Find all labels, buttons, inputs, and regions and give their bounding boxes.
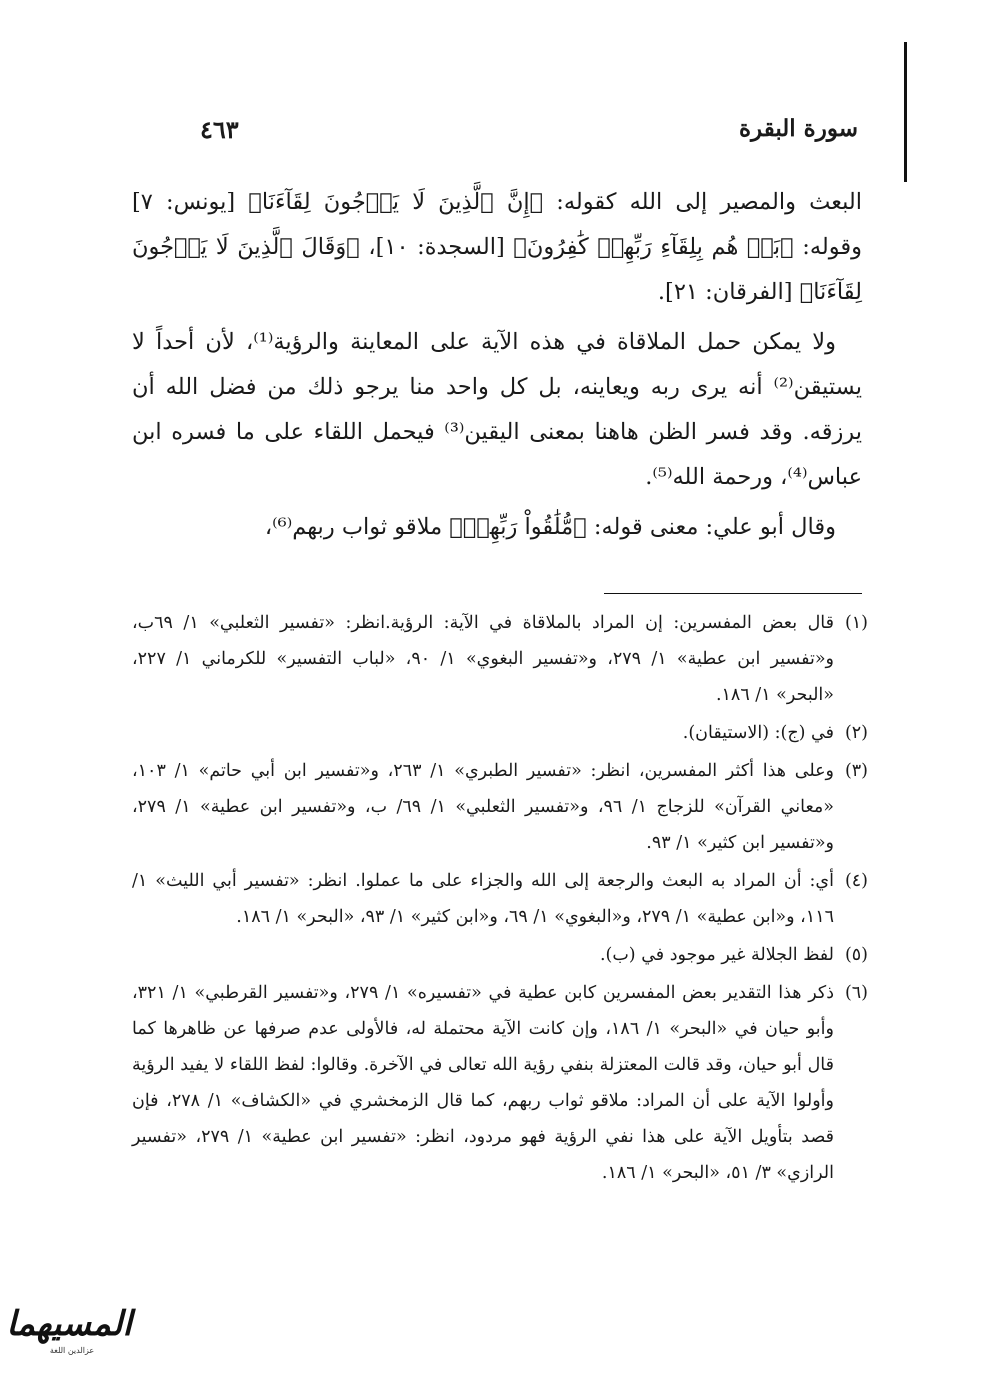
paragraph-3: وقال أبو علي: معنى قوله: ﴿مُّلَٰقُواْ رَبِّهِمۡ﴾ ملاقو ثواب ربهم⁽⁶⁾،: [264, 514, 836, 540]
watermark-logo-text: المسيهما: [6, 1304, 132, 1344]
page-edge-line: [904, 42, 907, 182]
footnote-5: [132, 937, 868, 973]
page-number: ٤٦٣: [200, 115, 239, 144]
footnote-number: (٥): [844, 945, 868, 965]
footnote-number: (١): [844, 613, 868, 633]
footnote-text: قال بعض المفسرين: إن المراد بالملاقاة في الآية: الرؤية.انظر: «تفسير الثعلبي» ١/ ٦٩ب، و«تفسير ابن عطية» ١/ ٢٧٩، و«تفسير البغوي» ١/ ٩٠، «لباب التفسير» للكرماني ١/ ٢٢٧، «البحر» ١/ ١٨٦.: [132, 613, 834, 705]
surah-title: سورة البقرة: [738, 115, 858, 142]
footnote-separator: [604, 593, 862, 594]
footnote-number: (٦): [844, 983, 868, 1003]
footnote-number: (٣): [844, 761, 868, 781]
footnote-text: وعلى هذا أكثر المفسرين، انظر: «تفسير الطبري» ١/ ٢٦٣، و«تفسير ابن أبي حاتم» ١/ ١٠٣، «معاني القرآن» للزجاج ١/ ٩٦، و«تفسير الثعلبي» ١/ ٦٩/ ب، و«تفسير ابن عطية» ١/ ٢٧٩، و«تفسير ابن كثير» ١/ ٩٣.: [132, 761, 834, 853]
footnotes: [132, 605, 868, 1193]
main-text: [132, 180, 862, 555]
footnote-number: (٤): [844, 871, 868, 891]
footnote-3: [132, 753, 868, 861]
watermark-logo: [6, 1300, 132, 1362]
footnote-text: لفظ الجلالة غير موجود في (ب).: [599, 945, 834, 965]
footnote-1: [132, 605, 868, 713]
footnote-text: في (ج): (الاستيقان).: [682, 723, 834, 743]
footnote-2: [132, 715, 868, 751]
watermark-logo-subtext: عزالدين اللغة: [49, 1346, 95, 1355]
page-header: [200, 115, 858, 149]
footnote-4: [132, 863, 868, 935]
footnote-number: (٢): [844, 723, 868, 743]
paragraph-2: ولا يمكن حمل الملاقاة في هذه الآية على المعاينة والرؤية⁽¹⁾، لأن أحداً لا يستيقن⁽²⁾ أنه يرى ربه ويعاينه، بل كل واحد منا يرجو ذلك من فضل الله أن يرزقه. وقد فسر الظن هاهنا بمعنى اليقين⁽³⁾ فيحمل اللقاء على ما فسره ابن عباس⁽⁴⁾، ورحمة الله⁽⁵⁾.: [132, 329, 862, 490]
footnote-text: أي: أن المراد به البعث والرجعة إلى الله والجزاء على ما عملوا. انظر: «تفسير أبي الليث» ١/ ١١٦، و«ابن عطية» ١/ ٢٧٩، و«البغوي» ١/ ٦٩، و«ابن كثير» ١/ ٩٣، «البحر» ١/ ١٨٦.: [132, 871, 834, 927]
footnote-6: [132, 975, 868, 1191]
paragraph-1: البعث والمصير إلى الله كقوله: ﴿إِنَّ ٱلَّذِينَ لَا يَرۡجُونَ لِقَآءَنَا﴾ [يونس: ٧] وقوله: ﴿بَلۡ هُم بِلِقَآءِ رَبِّهِمۡ كَٰفِرُونَ﴾ [السجدة: ١٠]، ﴿وَقَالَ ٱلَّذِينَ لَا يَرۡجُونَ لِقَآءَنَا﴾ [الفرقان: ٢١].: [132, 189, 862, 305]
footnote-text: ذكر هذا التقدير بعض المفسرين كابن عطية في «تفسيره» ١/ ٢٧٩، و«تفسير القرطبي» ١/ ٣٢١، وأبو حيان في «البحر» ١/ ١٨٦، وإن كانت الآية محتملة له، فالأولى عدم صرفها عن ظاهرها كما قال أبو حيان، وقد قالت المعتزلة بنفي رؤية الله تعالى في الآخرة. وقالوا: لفظ اللقاء لا يفيد الرؤية وأولوا الآية على أن المراد: ملاقو ثواب ربهم، كما قال الزمخشري في «الكشاف» ١/ ٢٧٨، فإن قصد بتأويل الآية على هذا نفي الرؤية فهو مردود، انظر: «تفسير ابن عطية» ١/ ٢٧٩، «تفسير الرازي» ٣/ ٥١، «البحر» ١/ ١٨٦.: [132, 983, 834, 1183]
